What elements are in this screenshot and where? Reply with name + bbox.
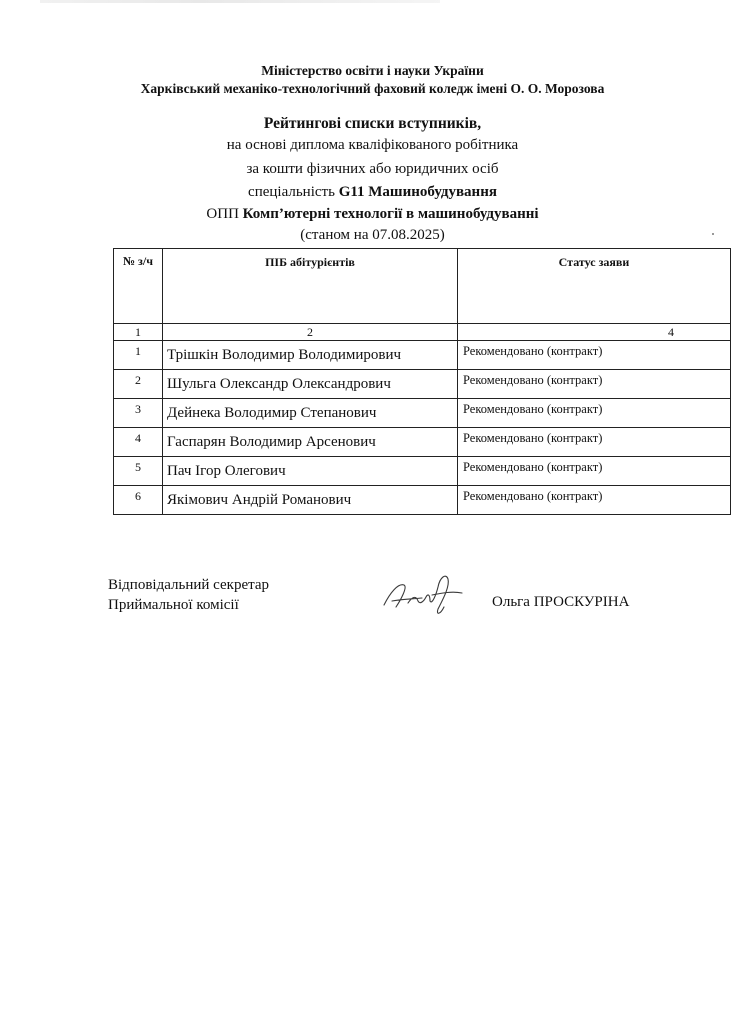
program-prefix: ОПП [206,206,239,222]
applicant-name: Дейнека Володимир Степанович [163,399,458,428]
row-number: 1 [114,341,163,370]
document-title: Рейтингові списки вступників, [263,115,482,132]
table-row [114,399,731,428]
row-number: 3 [114,399,163,428]
specialty-prefix: спеціальність [248,184,335,200]
application-status: Рекомендовано (контракт) [458,341,731,370]
program-line [0,206,745,223]
table-row [114,428,731,457]
table-row [114,370,731,399]
position-line-2: Приймальної комісії [108,597,239,613]
column-number: 2 [163,324,458,341]
applicant-name: Трішкін Володимир Володимирович [163,341,458,370]
application-status: Рекомендовано (контракт) [458,457,731,486]
college-name: Харківський механіко-технологічний фаховий коледж імені О. О. Морозова [140,81,605,96]
column-number: 4 [458,324,731,341]
row-number: 6 [114,486,163,515]
table-row [114,486,731,515]
specialty-line [0,184,745,201]
table-header-row [114,249,731,324]
applicant-name: Шульга Олександр Олександрович [163,370,458,399]
applicant-name: Пач Ігор Олегович [163,457,458,486]
program-name: Комп’ютерні технології в машинобудуванні [242,206,539,222]
ministry-name: Міністерство освіти і науки України [261,63,484,78]
application-status: Рекомендовано (контракт) [458,399,731,428]
position-line-1: Відповідальний секретар [108,577,270,593]
applicant-name: Якімович Андрій Романович [163,486,458,515]
basis-line: на основі диплома кваліфікованого робітника [226,137,519,153]
table-row [114,457,731,486]
signer-name: Ольга ПРОСКУРІНА [492,594,630,610]
funding-line: за кошти фізичних або юридичних осіб [246,161,499,177]
row-number: 5 [114,457,163,486]
header-number: № з/ч [114,249,163,324]
specialty-name: G11 Машинобудування [338,184,497,200]
row-number: 2 [114,370,163,399]
applicants-table [113,248,731,515]
handwritten-signature [378,565,468,625]
secretary-position [108,575,269,615]
header-name: ПІБ абітурієнтів [163,249,458,324]
row-number: 4 [114,428,163,457]
table-row [114,341,731,370]
scan-speck [712,233,714,235]
scan-artifact [40,0,440,3]
applicant-name: Гаспарян Володимир Арсенович [163,428,458,457]
header-status: Статус заяви [458,249,731,324]
application-status: Рекомендовано (контракт) [458,486,731,515]
as-of-date: (станом на 07.08.2025) [300,227,445,243]
column-numbers-row [114,324,731,341]
application-status: Рекомендовано (контракт) [458,370,731,399]
column-number: 1 [114,324,163,341]
application-status: Рекомендовано (контракт) [458,428,731,457]
